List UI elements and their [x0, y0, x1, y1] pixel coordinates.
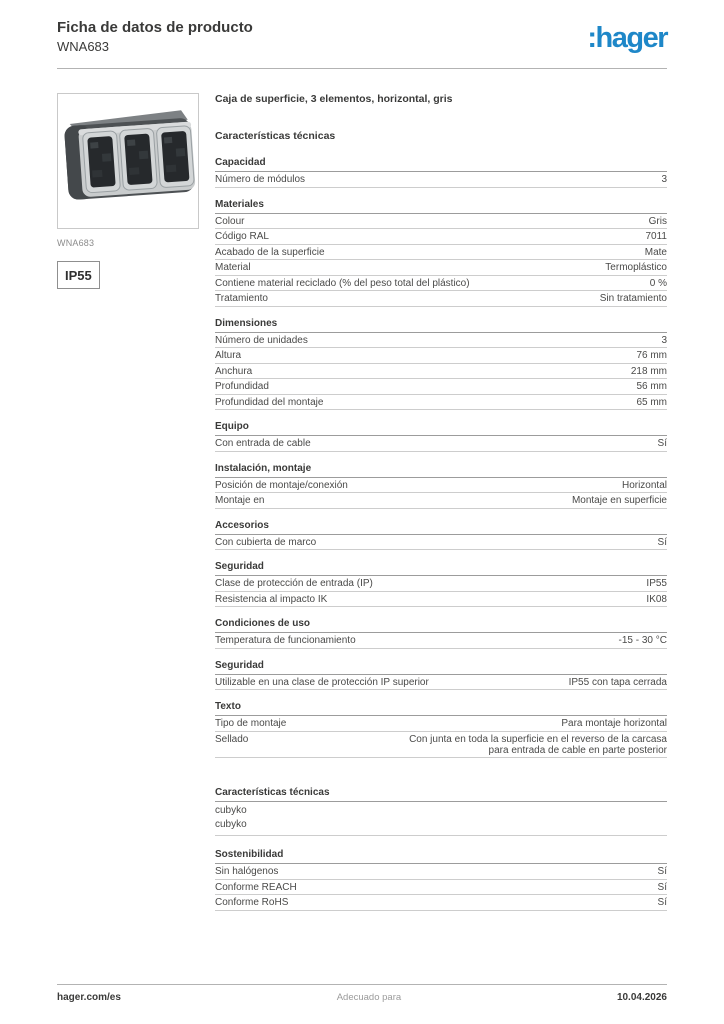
spec-row — [215, 291, 667, 307]
spec-label: Número de módulos — [215, 174, 306, 185]
spec-label: Resistencia al impacto IK — [215, 593, 328, 605]
spec-row — [215, 576, 667, 592]
ip55-badge: IP55 — [57, 261, 100, 289]
spec-section-heading: Equipo — [215, 421, 667, 436]
spec-section-heading: Capacidad — [215, 157, 667, 172]
spec-value: IP55 — [646, 578, 667, 589]
hager-logo: :hager — [587, 22, 667, 54]
spec-label: Material — [215, 262, 251, 273]
spec-value: 65 mm — [636, 396, 667, 408]
spec-value: Sí — [657, 438, 667, 449]
spec-value: Sí — [657, 897, 667, 908]
spec-value: 76 mm — [636, 350, 667, 361]
spec-row — [215, 276, 667, 292]
spec-row — [215, 436, 667, 452]
spec-rows — [215, 214, 667, 307]
header-titles — [57, 19, 253, 55]
product-reference: WNA683 — [57, 39, 110, 54]
spec-rows — [215, 535, 667, 551]
footer-suitable-for-label: Adecuado para — [336, 992, 402, 1003]
spec-row — [215, 172, 667, 188]
spec-section-heading: Seguridad — [215, 561, 667, 576]
spec-section — [215, 421, 667, 452]
spec-value: Sí — [657, 536, 667, 548]
spec-row — [215, 379, 667, 395]
spec-row — [215, 675, 667, 691]
spec-label: Profundidad — [215, 381, 269, 392]
spec-label: Con cubierta de marco — [215, 536, 317, 548]
spec-row — [215, 214, 667, 230]
spec-section — [215, 318, 667, 411]
spec-row — [215, 229, 667, 245]
spec-sections — [215, 157, 667, 758]
spec-label: Tipo de montaje — [215, 718, 287, 729]
spec-rows — [215, 864, 667, 911]
spec-row — [215, 348, 667, 364]
sustainability-section — [215, 849, 667, 911]
spec-row — [215, 260, 667, 276]
spec-row — [215, 333, 667, 349]
spec-section-heading: Instalación, montaje — [215, 463, 667, 478]
spec-row — [215, 732, 667, 759]
spec-value: 56 mm — [636, 381, 667, 392]
spec-label: Clase de protección de entrada (IP) — [215, 578, 373, 589]
page-title: Ficha de datos de producto — [57, 19, 253, 36]
spec-label: Profundidad del montaje — [215, 396, 324, 408]
spec-label: Código RAL — [215, 231, 269, 242]
spec-label: Utilizable en una clase de protección IP superior — [215, 676, 429, 688]
spec-label: Montaje en — [215, 495, 265, 506]
spec-section-heading: Seguridad — [215, 660, 667, 675]
spec-section — [215, 199, 667, 307]
spec-section-heading: Dimensiones — [215, 318, 667, 333]
spec-row — [215, 478, 667, 494]
right-column — [215, 93, 667, 922]
family-section — [215, 787, 667, 836]
spec-label: Posición de montaje/conexión — [215, 479, 348, 491]
spec-value: Mate — [644, 246, 667, 258]
spec-rows — [215, 478, 667, 509]
spec-value: 0 % — [649, 277, 667, 289]
spec-label: Acabado de la superficie — [215, 246, 325, 258]
spec-label: Número de unidades — [215, 334, 308, 346]
spec-section — [215, 157, 667, 188]
spec-label: Sin halógenos — [215, 866, 279, 877]
spec-section — [215, 520, 667, 551]
spec-value: IP55 con tapa cerrada — [568, 676, 667, 688]
spec-section — [215, 561, 667, 607]
spec-label: Conforme RoHS — [215, 897, 289, 908]
spec-section-heading: Texto — [215, 701, 667, 716]
spec-section — [215, 660, 667, 691]
spec-row — [215, 493, 667, 509]
spec-row — [215, 864, 667, 880]
spec-label: Colour — [215, 215, 245, 227]
surface-box-photo-icon — [58, 94, 198, 228]
spec-value: Con junta en toda la superficie en el reverso de la carcasa para entrada de cable en parte posterior — [409, 733, 667, 756]
family-section-heading: Características técnicas — [215, 787, 667, 802]
spec-section — [215, 701, 667, 758]
spec-value: Horizontal — [621, 479, 667, 491]
spec-value: Sí — [657, 881, 667, 893]
spec-label: Contiene material reciclado (% del peso total del plástico) — [215, 277, 470, 289]
spec-rows — [215, 716, 667, 758]
spec-value: Sin tratamiento — [599, 293, 667, 304]
spec-row — [215, 716, 667, 732]
spec-rows — [215, 633, 667, 649]
spec-value: -15 - 30 °C — [618, 635, 667, 646]
spec-rows — [215, 436, 667, 452]
spec-value: Montaje en superficie — [571, 495, 667, 506]
spec-section-heading: Condiciones de uso — [215, 618, 667, 633]
spec-label: Temperatura de funcionamiento — [215, 635, 356, 646]
spec-value: IK08 — [646, 593, 667, 605]
footer — [57, 984, 667, 1003]
spec-value: 7011 — [645, 231, 667, 242]
family-line: cubyko — [215, 819, 247, 830]
spec-label: Sellado — [215, 733, 249, 745]
spec-label: Conforme REACH — [215, 881, 297, 893]
spec-value: Termoplástico — [605, 262, 667, 273]
left-column — [57, 93, 215, 922]
footer-website-link[interactable]: hager.com/es — [57, 992, 121, 1003]
spec-rows — [215, 576, 667, 607]
spec-value: Para montaje horizontal — [561, 718, 667, 729]
spec-value: Gris — [648, 215, 667, 227]
spec-row — [215, 633, 667, 649]
spec-label: Tratamiento — [215, 293, 268, 304]
spec-label: Altura — [215, 350, 242, 361]
spec-value: 218 mm — [630, 365, 667, 377]
family-lines — [215, 802, 667, 836]
footer-row — [57, 985, 667, 1003]
spec-row — [215, 880, 667, 896]
spec-rows — [215, 333, 667, 411]
spec-row — [215, 592, 667, 608]
spec-label: Con entrada de cable — [215, 438, 311, 449]
header-divider — [57, 68, 667, 69]
spec-section — [215, 618, 667, 649]
spec-label: Anchura — [215, 365, 253, 377]
spec-row — [215, 364, 667, 380]
spec-section-heading: Sostenibilidad — [215, 849, 667, 864]
spec-value: 3 — [661, 174, 667, 185]
spec-row — [215, 395, 667, 411]
spec-section-heading: Materiales — [215, 199, 667, 214]
product-image-caption: WNA683 — [57, 238, 95, 248]
spec-value: Sí — [657, 866, 667, 877]
spec-row — [215, 895, 667, 911]
spec-section — [215, 463, 667, 509]
spec-rows — [215, 172, 667, 188]
spec-section-heading: Accesorios — [215, 520, 667, 535]
main-content — [57, 93, 667, 922]
tech-characteristics-heading: Características técnicas — [215, 130, 336, 142]
spec-row — [215, 535, 667, 551]
spec-section — [215, 849, 667, 911]
family-line: cubyko — [215, 805, 247, 816]
header — [57, 19, 667, 55]
spec-row — [215, 245, 667, 261]
spec-value: 3 — [661, 334, 667, 346]
spec-rows — [215, 675, 667, 691]
footer-date: 10.04.2026 — [616, 992, 667, 1003]
product-image — [57, 93, 199, 229]
product-description: Caja de superficie, 3 elementos, horizontal, gris — [215, 93, 453, 105]
